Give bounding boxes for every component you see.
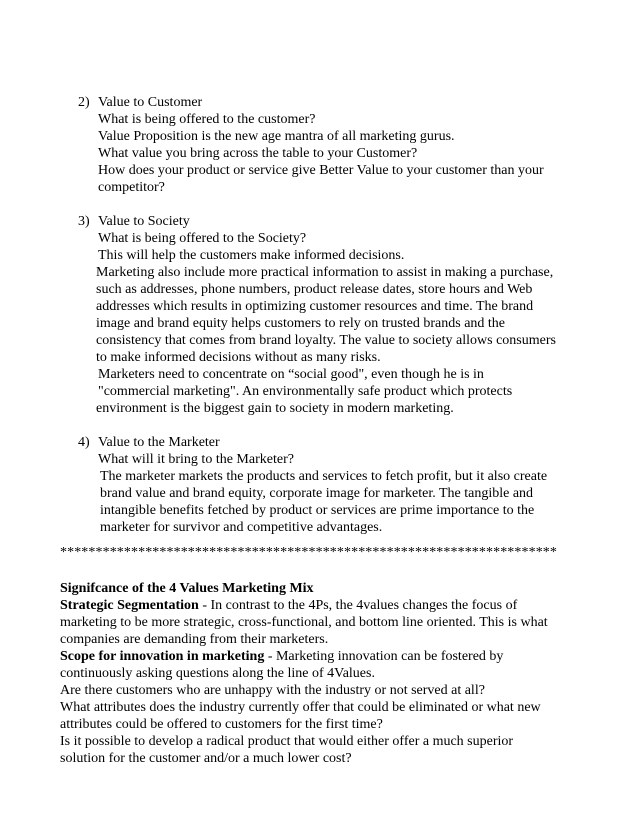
- section2-number: 2): [78, 95, 90, 110]
- section4-number: 4): [78, 435, 90, 450]
- significance-line: attributes could be offered to customers for the first time?: [60, 717, 383, 732]
- significance-line: companies are demanding from their marketers.: [60, 632, 329, 647]
- section3-line: Marketers need to concentrate on “social good", even though he is in: [98, 367, 484, 382]
- section2-line: What is being offered to the customer?: [98, 112, 316, 127]
- section4-line: intangible benefits fetched by product or services are prime importance to the: [100, 503, 535, 518]
- section4-heading: Value to the Marketer: [98, 435, 220, 450]
- section2-line: What value you bring across the table to your Customer?: [98, 146, 418, 161]
- section3-line: "commercial marketing". An environmentally safe product which protects: [98, 384, 513, 399]
- section2-heading: Value to Customer: [98, 95, 203, 110]
- section4-line: marketer for survivor and competitive advantages.: [100, 520, 383, 535]
- section4-line: What will it bring to the Marketer?: [98, 452, 294, 467]
- section3-line: to make informed decisions without as many risks.: [96, 350, 381, 365]
- section3-number: 3): [78, 214, 90, 229]
- section3-line: environment is the biggest gain to society in modern marketing.: [96, 401, 454, 416]
- section3-line: What is being offered to the Society?: [98, 231, 307, 246]
- scope-innovation-text: - Marketing innovation can be fostered by: [264, 649, 504, 664]
- section4-line: The marketer markets the products and services to fetch profit, but it also create: [100, 469, 548, 484]
- asterisk-separator: **********************************************************************: [60, 545, 557, 560]
- significance-title: Signifcance of the 4 Values Marketing Mix: [60, 581, 314, 596]
- significance-line: solution for the customer and/or a much lower cost?: [60, 751, 352, 766]
- section3-line: Marketing also include more practical information to assist in making a purchase,: [96, 265, 554, 280]
- section2-line: How does your product or service give Better Value to your customer than your: [98, 163, 544, 178]
- significance-line: Is it possible to develop a radical product that would either offer a much superior: [60, 734, 514, 749]
- scope-innovation-line: [60, 648, 503, 665]
- section4-line: brand value and brand equity, corporate image for marketer. The tangible and: [100, 486, 534, 501]
- section2-line: Value Proposition is the new age mantra of all marketing gurus.: [98, 129, 455, 144]
- section2-line: competitor?: [98, 180, 165, 195]
- section3-line: consistency that comes from brand loyalty. The value to society allows consumers: [96, 333, 556, 348]
- significance-line: What attributes does the industry currently offer that could be eliminated or what new: [60, 700, 541, 715]
- section3-heading: Value to Society: [98, 214, 190, 229]
- section3-line: such as addresses, phone numbers, product release dates, store hours and Web: [96, 282, 533, 297]
- strategic-segmentation-label: Strategic Segmentation: [60, 598, 199, 613]
- scope-innovation-label: Scope for innovation in marketing: [60, 649, 265, 664]
- significance-line: Are there customers who are unhappy with the industry or not served at all?: [60, 683, 485, 698]
- section3-line: image and brand equity helps customers to rely on trusted brands and the: [96, 316, 506, 331]
- section3-line: addresses which results in optimizing customer resources and time. The brand: [96, 299, 534, 314]
- strategic-segmentation-text: - In contrast to the 4Ps, the 4values changes the focus of: [198, 598, 518, 613]
- strategic-segmentation-line: [60, 597, 517, 614]
- section3-line: This will help the customers make informed decisions.: [98, 248, 405, 263]
- significance-line: marketing to be more strategic, cross-functional, and bottom line oriented. This is what: [60, 615, 548, 630]
- significance-line: continuously asking questions along the line of 4Values.: [60, 666, 375, 681]
